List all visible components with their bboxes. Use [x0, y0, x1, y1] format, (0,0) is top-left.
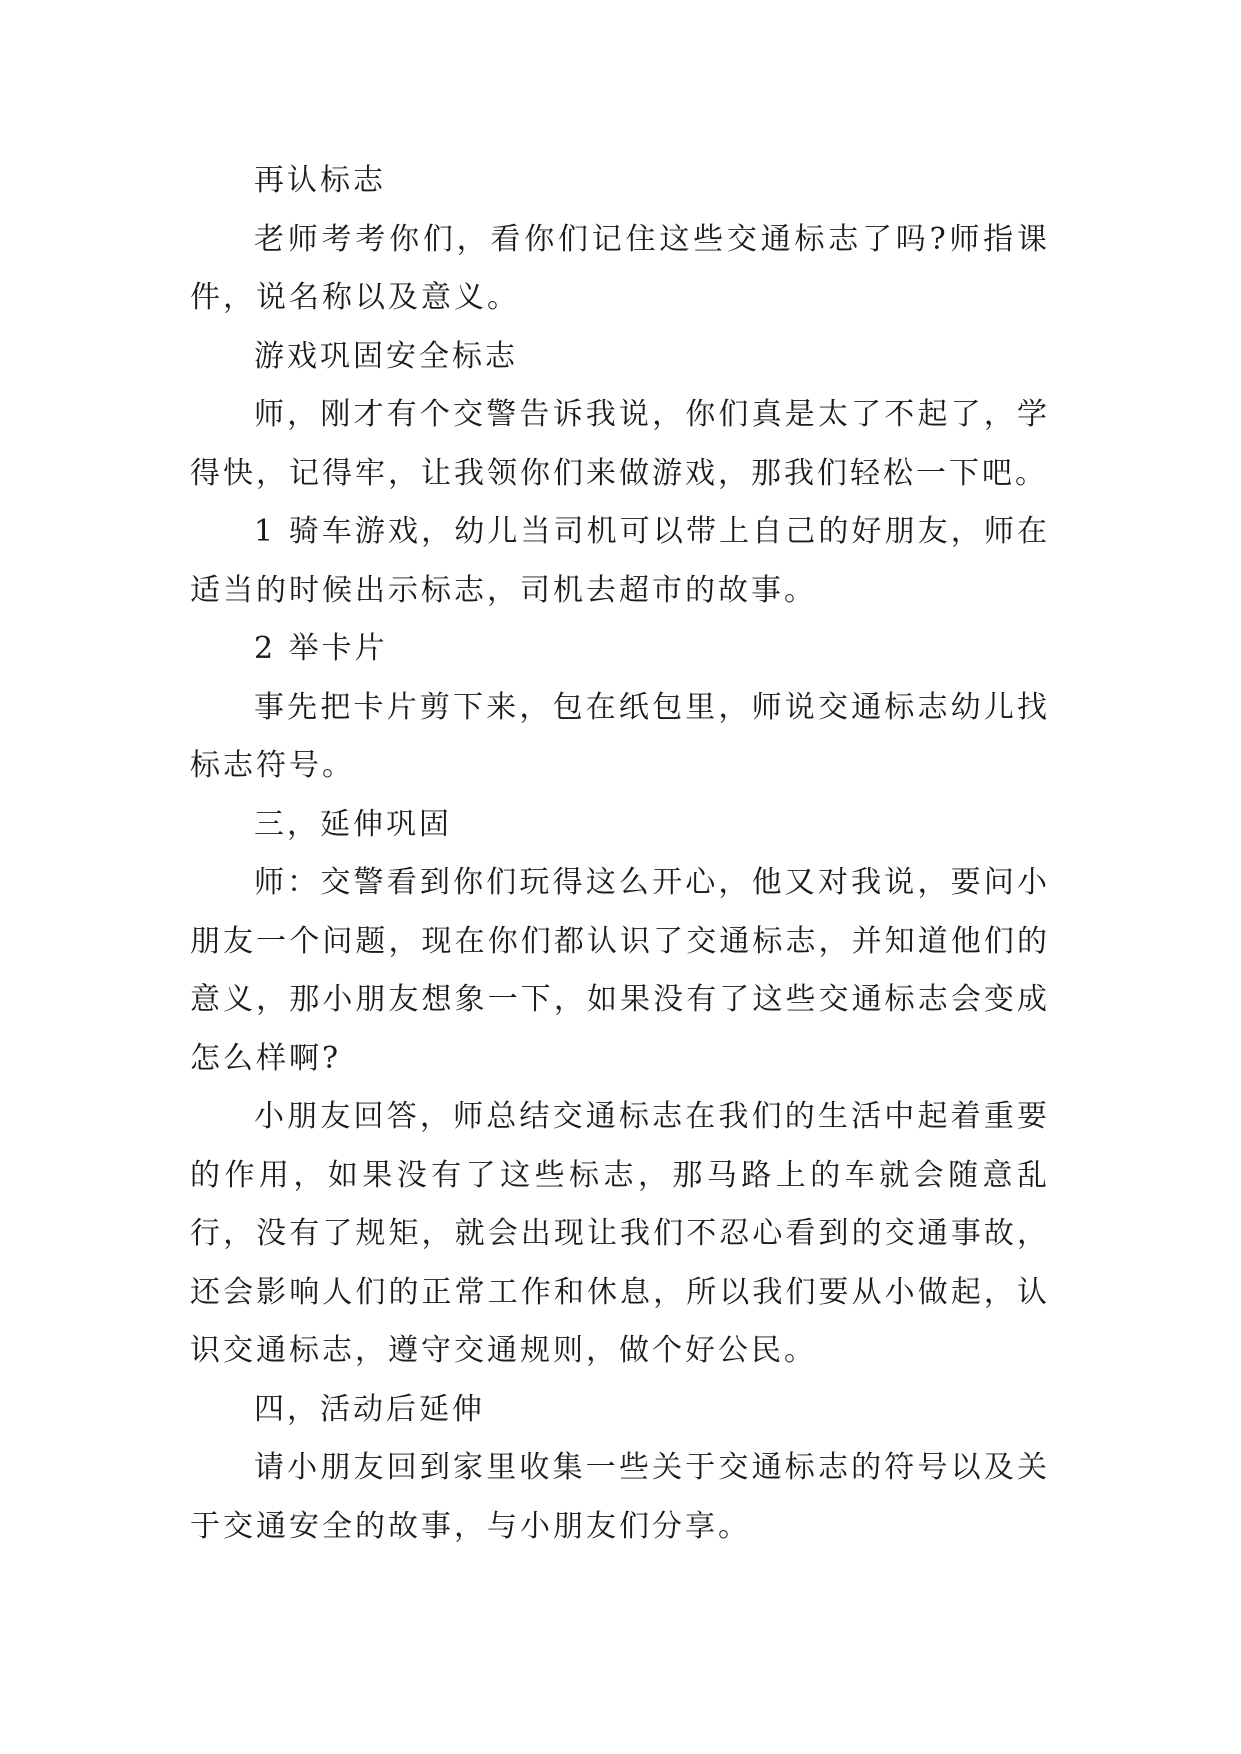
paragraph-cycling-game: 1 骑车游戏，幼儿当司机可以带上自己的好朋友，师在适当的时候出示标志，司机去超市的故事。	[190, 514, 1050, 608]
paragraph-traffic-police-praise: 师，刚才有个交警告诉我说，你们真是太了不起了，学得快，记得牢，让我领你们来做游戏，那我们轻松一下吧。	[190, 397, 1050, 491]
heading-extension-consolidation: 三，延伸巩固	[254, 806, 452, 842]
paragraph-home-assignment: 请小朋友回到家里收集一些关于交通标志的符号以及关于交通安全的故事，与小朋友们分享。	[190, 1450, 1050, 1544]
paragraph-teacher-question: 师：交警看到你们玩得这么开心，他又对我说，要问小朋友一个问题，现在你们都认识了交通标志，并知道他们的意义，那小朋友想象一下，如果没有了这些交通标志会变成怎么样啊?	[190, 865, 1050, 1076]
paragraph-teacher-quiz: 老师考考你们，看你们记住这些交通标志了吗?师指课件，说名称以及意义。	[190, 221, 1050, 315]
paragraph-children-answer: 小朋友回答，师总结交通标志在我们的生活中起着重要的作用，如果没有了这些标志，那马路上的车就会随意乱行，没有了规矩，就会出现让我们不忍心看到的交通事故，还会影响人们的正常工作和休息，所以我们要从小做起，认识交通标志，遵守交通规则，做个好公民。	[190, 1099, 1050, 1368]
paragraph-card-activity: 事先把卡片剪下来，包在纸包里，师说交通标志幼儿找标志符号。	[190, 689, 1050, 783]
heading-post-activity-extension: 四，活动后延伸	[254, 1391, 485, 1427]
heading-game-consolidation: 游戏巩固安全标志	[254, 338, 518, 374]
heading-hold-cards: 2 举卡片	[254, 631, 388, 666]
heading-recognize-signs: 再认标志	[254, 163, 386, 198]
document-body	[190, 152, 1050, 1556]
